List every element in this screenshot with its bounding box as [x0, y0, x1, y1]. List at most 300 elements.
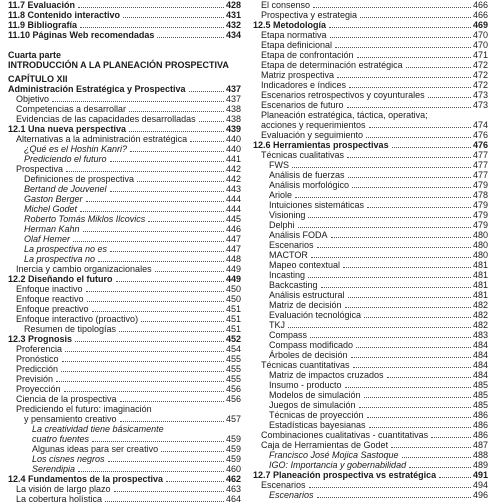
- toc-entry-title: Alternativas a la administración estratégica: [16, 134, 188, 144]
- toc-entry[interactable]: [8, 194, 241, 204]
- toc-entry-page: 476: [472, 130, 488, 140]
- toc-entry[interactable]: [253, 380, 488, 390]
- toc-entry-title: Etapa normativa: [261, 30, 327, 40]
- toc-entry[interactable]: [253, 290, 488, 300]
- toc-entry-title: Definiciones de prospectiva: [24, 174, 135, 184]
- toc-entry-title: MACTOR: [269, 250, 308, 260]
- toc-entry-title: Escenarios de futuro: [261, 100, 344, 110]
- toc-entry-title: Estadísticas bayesianas: [269, 420, 366, 430]
- toc-entry-title: Análisis estructural: [269, 290, 345, 300]
- toc-entry-page: 472: [472, 60, 488, 70]
- dot-leader: [337, 77, 471, 78]
- toc-entry-page: 481: [472, 260, 488, 270]
- toc-entry[interactable]: [253, 310, 488, 320]
- toc-entry-page: 447: [225, 244, 241, 254]
- dot-leader: [110, 161, 224, 162]
- toc-entry-title: y pensamiento creativo: [24, 414, 117, 424]
- dot-leader: [331, 237, 471, 238]
- dot-leader: [87, 301, 224, 302]
- toc-entry-title: Evidencias de las capacidades desarrolladas: [16, 114, 196, 124]
- toc-entry-page: 455: [225, 354, 241, 364]
- toc-entry[interactable]: [253, 190, 488, 200]
- toc-entry-page: 477: [472, 150, 488, 160]
- toc-entry-page: 432: [225, 20, 241, 30]
- dot-leader: [108, 461, 224, 462]
- toc-entry-page: 464: [225, 494, 241, 504]
- toc-entry-page: 486: [472, 430, 488, 440]
- chapter-entries: [8, 84, 241, 504]
- toc-entry-page: 482: [472, 310, 488, 320]
- toc-entry[interactable]: [8, 474, 241, 484]
- toc-entry-title: Análisis morfológico: [269, 180, 350, 190]
- toc-entry-title: Escenarios: [261, 480, 306, 490]
- toc-entry[interactable]: [253, 30, 488, 40]
- toc-entry-page: 494: [472, 480, 488, 490]
- toc-entry-title: Escenarios retrospectivos y coyunturales: [261, 90, 425, 100]
- toc-entry-title: Intuiciones sistemáticas: [269, 200, 365, 210]
- toc-entry-page: 450: [225, 284, 241, 294]
- toc-entry[interactable]: [253, 20, 488, 30]
- toc-entry-title: Técnicas cualitativas: [261, 150, 345, 160]
- toc-entry-page: 479: [472, 220, 488, 230]
- toc-entry-page: 460: [225, 464, 241, 474]
- toc-entry-page: 477: [472, 160, 488, 170]
- toc-entry-title: Proferencia: [16, 344, 63, 354]
- dot-leader: [295, 197, 471, 198]
- dot-leader: [308, 217, 471, 218]
- dot-leader: [166, 481, 224, 482]
- dot-leader: [292, 167, 471, 168]
- toc-entry-title: TKJ: [269, 320, 286, 330]
- toc-entry[interactable]: [8, 354, 241, 364]
- dot-leader: [348, 177, 471, 178]
- toc-entry-title: 12.7 Planeación prospectiva vs estratégica: [253, 470, 437, 480]
- toc-entry-title: Etapa definicional: [261, 40, 333, 50]
- toc-entry-page: 472: [472, 80, 488, 90]
- toc-entry[interactable]: [8, 424, 241, 434]
- toc-entry[interactable]: [253, 160, 488, 170]
- toc-entry[interactable]: [8, 344, 241, 354]
- toc-entry[interactable]: [253, 240, 488, 250]
- dot-leader: [190, 141, 224, 142]
- toc-entry-title: 11.10 Páginas Web recomendadas: [8, 30, 155, 40]
- toc-entry-title: La visión de largo plazo: [16, 484, 111, 494]
- toc-entry-page: 441: [225, 154, 241, 164]
- toc-entry[interactable]: [8, 164, 241, 174]
- toc-entry[interactable]: [8, 134, 241, 144]
- toc-entry-title: 12.6 Herramientas prospectivas: [253, 140, 389, 150]
- dot-leader: [110, 251, 224, 252]
- toc-entry-title: Pronóstico: [16, 354, 59, 364]
- toc-entry-page: 484: [472, 350, 488, 360]
- dot-leader: [367, 417, 471, 418]
- toc-entry-page: 440: [225, 134, 241, 144]
- toc-entry-title: Escenarios: [269, 490, 314, 500]
- toc-entry-page: 428: [225, 0, 241, 10]
- toc-entry[interactable]: [8, 184, 241, 194]
- toc-entry[interactable]: [253, 250, 488, 260]
- toc-entry[interactable]: [253, 230, 488, 240]
- toc-entry[interactable]: [253, 10, 488, 20]
- toc-entry-title: Análisis de fuerzas: [269, 170, 345, 180]
- toc-entry[interactable]: [253, 470, 488, 480]
- toc-entry[interactable]: [8, 0, 241, 10]
- dot-leader: [52, 101, 224, 102]
- toc-entry[interactable]: [253, 50, 488, 60]
- toc-entry-title: Caja de Herramientas de Godet: [261, 440, 389, 450]
- toc-entry[interactable]: [8, 444, 241, 454]
- dot-leader: [343, 267, 471, 268]
- dot-leader: [80, 27, 224, 28]
- toc-entry-title: Gaston Berger: [24, 194, 83, 204]
- dot-leader: [349, 87, 471, 88]
- toc-entry-page: 479: [472, 210, 488, 220]
- dot-leader: [367, 207, 471, 208]
- toc-entry[interactable]: [8, 10, 241, 20]
- toc-entry-page: 485: [472, 390, 488, 400]
- toc-entry[interactable]: [8, 30, 241, 40]
- dot-leader: [406, 67, 471, 68]
- toc-entry-title: Michel Godet: [24, 204, 78, 214]
- toc-entry[interactable]: [253, 210, 488, 220]
- toc-entry-page: 484: [472, 360, 488, 370]
- toc-entry-page: 479: [472, 200, 488, 210]
- dot-leader: [114, 491, 224, 492]
- toc-entry[interactable]: [253, 0, 488, 10]
- toc-entry-page: 454: [225, 344, 241, 354]
- dot-leader: [402, 457, 471, 458]
- dot-leader: [92, 311, 224, 312]
- toc-entry[interactable]: [253, 270, 488, 280]
- toc-entry[interactable]: [253, 200, 488, 210]
- toc-entry-page: 459: [225, 454, 241, 464]
- toc-entry[interactable]: [8, 84, 241, 94]
- toc-entry[interactable]: [253, 40, 488, 50]
- dot-leader: [330, 37, 471, 38]
- toc-entry-page: 478: [472, 190, 488, 200]
- toc-entry-title: Enfoque inactivo: [16, 284, 83, 294]
- toc-entry[interactable]: [8, 484, 241, 494]
- toc-entry[interactable]: [253, 480, 488, 490]
- toc-entry[interactable]: [253, 80, 488, 90]
- toc-entry[interactable]: [8, 114, 241, 124]
- toc-entry[interactable]: [253, 350, 488, 360]
- toc-entry-title: Herman Kahn: [24, 224, 80, 234]
- dot-leader: [364, 317, 471, 318]
- toc-entry-page: 473: [472, 90, 488, 100]
- toc-entry[interactable]: [253, 320, 488, 330]
- dot-leader: [309, 487, 471, 488]
- dot-leader: [357, 57, 471, 58]
- toc-entry-title: La creatividad tiene básicamente: [32, 424, 164, 434]
- toc-entry-title: 11.9 Bibliografía: [8, 20, 78, 30]
- toc-entry-page: 431: [225, 10, 241, 20]
- toc-entry[interactable]: [8, 254, 241, 264]
- toc-entry-page: 488: [472, 450, 488, 460]
- toc-entry-title: Francisco José Mojica Sastoque: [269, 450, 399, 460]
- toc-entry[interactable]: [8, 404, 241, 414]
- toc-entry[interactable]: [8, 294, 241, 304]
- toc-entry[interactable]: [8, 274, 241, 284]
- toc-entry-page: 486: [472, 410, 488, 420]
- toc-entry[interactable]: [8, 234, 241, 244]
- toc-entry-title: Insumo - producto: [269, 380, 342, 390]
- dot-leader: [345, 307, 471, 308]
- dot-leader: [431, 437, 471, 438]
- toc-entry-page: 477: [472, 170, 488, 180]
- toc-entry[interactable]: [8, 334, 241, 344]
- dot-leader: [347, 157, 471, 158]
- dot-leader: [329, 27, 471, 28]
- toc-entry-page: 491: [472, 470, 488, 480]
- dot-leader: [157, 37, 224, 38]
- toc-entry-title: Evaluación tecnológica: [269, 310, 362, 320]
- toc-entry-title: Matriz de impactos cruzados: [269, 370, 384, 380]
- toc-entry[interactable]: [253, 420, 488, 430]
- dot-leader: [359, 407, 471, 408]
- toc-entry[interactable]: [8, 464, 241, 474]
- part-title: INTRODUCCIÓN A LA PLANEACIÓN PROSPECTIVA: [8, 60, 229, 70]
- toc-entry-title: Algunas ideas para ser creativo: [32, 444, 159, 454]
- toc-entry-title: La cobertura holística: [16, 494, 103, 504]
- toc-entry[interactable]: [8, 124, 241, 134]
- toc-entry[interactable]: [253, 100, 488, 110]
- toc-entry-title: Compass modificado: [269, 340, 354, 350]
- toc-entry[interactable]: [253, 150, 488, 160]
- toc-entry[interactable]: [253, 450, 488, 460]
- toc-entry[interactable]: [8, 304, 241, 314]
- toc-entry[interactable]: [253, 220, 488, 230]
- toc-entry-page: 447: [225, 234, 241, 244]
- toc-entry[interactable]: [8, 94, 241, 104]
- dot-leader: [64, 391, 224, 392]
- toc-entry-page: 455: [225, 364, 241, 374]
- toc-entry[interactable]: [253, 280, 488, 290]
- toc-entry-page: 479: [472, 180, 488, 190]
- toc-entry[interactable]: [8, 174, 241, 184]
- toc-entry[interactable]: [8, 20, 241, 30]
- dot-leader: [83, 231, 224, 232]
- toc-left-column: [8, 0, 241, 504]
- toc-entry-title: Combinaciones cualitativas - cuantitativas: [261, 430, 429, 440]
- toc-entry-title: Evaluación y seguimiento: [261, 130, 364, 140]
- toc-entry-page: 476: [472, 140, 488, 150]
- toc-entry-page: 437: [225, 84, 241, 94]
- toc-entry-page: 480: [472, 240, 488, 250]
- toc-entry[interactable]: [8, 284, 241, 294]
- dot-leader: [288, 327, 471, 328]
- toc-entry[interactable]: [253, 440, 488, 450]
- dot-leader: [391, 447, 471, 448]
- dot-leader: [313, 7, 471, 8]
- toc-entry-page: 456: [225, 384, 241, 394]
- toc-entry-title: IGO: Importancia y gobernabilidad: [269, 460, 407, 470]
- toc-entry[interactable]: [253, 400, 488, 410]
- dot-leader: [308, 277, 471, 278]
- toc-entry[interactable]: [8, 264, 241, 274]
- dot-leader: [369, 127, 471, 128]
- dot-leader: [105, 501, 224, 502]
- toc-entry-title: Indicadores e índices: [261, 80, 347, 90]
- dot-leader: [298, 227, 471, 228]
- toc-entry-title: 12.4 Fundamentos de la prospectiva: [8, 474, 164, 484]
- toc-entry[interactable]: [8, 374, 241, 384]
- toc-entry[interactable]: [253, 360, 488, 370]
- toc-entry-page: 480: [472, 230, 488, 240]
- dot-leader: [141, 321, 224, 322]
- toc-entry[interactable]: [253, 390, 488, 400]
- dot-leader: [199, 121, 224, 122]
- toc-entry-title: Técnicas cuantitativas: [261, 360, 350, 370]
- toc-entry-title: Inercia y cambio organizacionales: [16, 264, 152, 274]
- dot-leader: [360, 17, 471, 18]
- dot-leader: [161, 451, 224, 452]
- toc-entry[interactable]: [253, 90, 488, 100]
- toc-entry-page: 474: [472, 120, 488, 130]
- toc-entry-page: 439: [225, 124, 241, 134]
- dot-leader: [123, 17, 224, 18]
- toc-entry[interactable]: [8, 394, 241, 404]
- toc-entry-title: FWS: [269, 160, 289, 170]
- toc-entry[interactable]: [253, 410, 488, 420]
- toc-entry-page: 440: [225, 144, 241, 154]
- dot-leader: [137, 181, 224, 182]
- toc-entry-page: 466: [472, 0, 488, 10]
- toc-entry[interactable]: [253, 170, 488, 180]
- toc-entry[interactable]: [253, 490, 488, 500]
- toc-entry-page: 481: [472, 290, 488, 300]
- toc-entry-title: 12.1 Una nueva perspectiva: [8, 124, 127, 134]
- toc-entry-title: Compass: [269, 330, 308, 340]
- chapter-label: CAPÍTULO XII: [8, 74, 68, 84]
- toc-entry[interactable]: [8, 364, 241, 374]
- dot-leader: [311, 257, 471, 258]
- toc-entry[interactable]: [8, 454, 241, 464]
- dot-leader: [65, 351, 224, 352]
- toc-entry-page: 445: [225, 214, 241, 224]
- toc-entry[interactable]: [253, 130, 488, 140]
- toc-entry-title: Delphi: [269, 220, 295, 230]
- toc-entry[interactable]: [253, 70, 488, 80]
- toc-entry-page: 452: [225, 334, 241, 344]
- toc-entry-page: 487: [472, 440, 488, 450]
- toc-entry[interactable]: [253, 140, 488, 150]
- toc-entry-page: 484: [472, 340, 488, 350]
- dot-leader: [120, 421, 224, 422]
- dot-leader: [351, 357, 471, 358]
- toc-entry[interactable]: [253, 340, 488, 350]
- toc-entry[interactable]: [8, 224, 241, 234]
- toc-entry[interactable]: [8, 434, 241, 444]
- toc-entry-title: Etapa de determinación estratégica: [261, 60, 403, 70]
- toc-entry[interactable]: [253, 430, 488, 440]
- dot-leader: [110, 191, 224, 192]
- dot-leader: [119, 331, 224, 332]
- toc-entry-page: 443: [225, 184, 241, 194]
- toc-entry-page: 470: [472, 30, 488, 40]
- dot-leader: [321, 287, 471, 288]
- toc-entry-title: Enfoque interactivo (proactivo): [16, 314, 139, 324]
- toc-entry[interactable]: [253, 60, 488, 70]
- toc-entry-title: ¿Qué es el Hoshin Kanri?: [24, 144, 128, 154]
- toc-entry-title: Los cisnes negros: [32, 454, 105, 464]
- toc-entry-title: Matriz de decisión: [269, 300, 342, 310]
- toc-entry[interactable]: [8, 104, 241, 114]
- toc-entry-page: 444: [225, 194, 241, 204]
- top-entries: [8, 0, 241, 40]
- toc-entry-title: cuatro fuentes: [32, 434, 90, 444]
- dot-leader: [62, 361, 224, 362]
- dot-leader: [148, 221, 224, 222]
- toc-entry-page: 450: [225, 294, 241, 304]
- toc-entry[interactable]: [253, 260, 488, 270]
- toc-entry-page: 459: [225, 444, 241, 454]
- toc-entry-page: 455: [225, 374, 241, 384]
- toc-entry-title: Predicción: [16, 364, 59, 374]
- toc-entry-page: 470: [472, 40, 488, 50]
- toc-entry-title: Prediciendo el futuro: [24, 154, 107, 164]
- toc-entry[interactable]: [253, 110, 488, 120]
- toc-entry-title: Bertand de Jouvenel: [24, 184, 107, 194]
- toc-entry[interactable]: [8, 314, 241, 324]
- toc-entry[interactable]: [253, 460, 488, 470]
- toc-entry-page: 451: [225, 324, 241, 334]
- toc-entry-page: 442: [225, 174, 241, 184]
- toc-entry[interactable]: [253, 120, 488, 130]
- toc-entry[interactable]: [8, 494, 241, 504]
- toc-entry-page: 496: [472, 490, 488, 500]
- toc-entry[interactable]: [8, 414, 241, 424]
- toc-entry-title: Roberto Tomás Miklos Ilcovics: [24, 214, 146, 224]
- dot-leader: [75, 341, 224, 342]
- dot-leader: [317, 497, 471, 498]
- toc-entry-title: Modelos de simulación: [269, 390, 361, 400]
- toc-entry[interactable]: [8, 324, 241, 334]
- toc-entry[interactable]: [8, 214, 241, 224]
- dot-leader: [356, 347, 471, 348]
- toc-entry[interactable]: [8, 204, 241, 214]
- toc-entry-title: Escenarios: [269, 240, 314, 250]
- toc-entry-page: 451: [225, 304, 241, 314]
- toc-entry-title: Técnicas de proyección: [269, 410, 364, 420]
- toc-entry[interactable]: [8, 144, 241, 154]
- toc-entry-title: Mapeo contextual: [269, 260, 341, 270]
- toc-entry-title: La prospectiva no: [24, 254, 96, 264]
- dot-leader: [439, 477, 471, 478]
- dot-leader: [86, 291, 224, 292]
- toc-entry[interactable]: [253, 370, 488, 380]
- dot-leader: [155, 271, 224, 272]
- toc-entry[interactable]: [8, 154, 241, 164]
- dot-leader: [66, 171, 224, 172]
- toc-entry[interactable]: [8, 244, 241, 254]
- toc-entry-title: 12.5 Metodología: [253, 20, 327, 30]
- toc-entry[interactable]: [253, 180, 488, 190]
- toc-entry-page: 482: [472, 320, 488, 330]
- toc-entry[interactable]: [253, 330, 488, 340]
- toc-entry-page: 457: [225, 414, 241, 424]
- toc-entry-title: Planeación estratégica, táctica, operativa;: [261, 110, 428, 120]
- toc-entry[interactable]: [253, 300, 488, 310]
- toc-entry-title: 12.3 Prognosis: [8, 334, 73, 344]
- toc-entry-title: Backcasting: [269, 280, 318, 290]
- dot-leader: [428, 97, 471, 98]
- dot-leader: [335, 47, 471, 48]
- toc-entry[interactable]: [8, 384, 241, 394]
- toc-right-column: [253, 0, 488, 500]
- dot-leader: [347, 107, 471, 108]
- toc-entry-title: Prediciendo el futuro: imaginación: [16, 404, 152, 414]
